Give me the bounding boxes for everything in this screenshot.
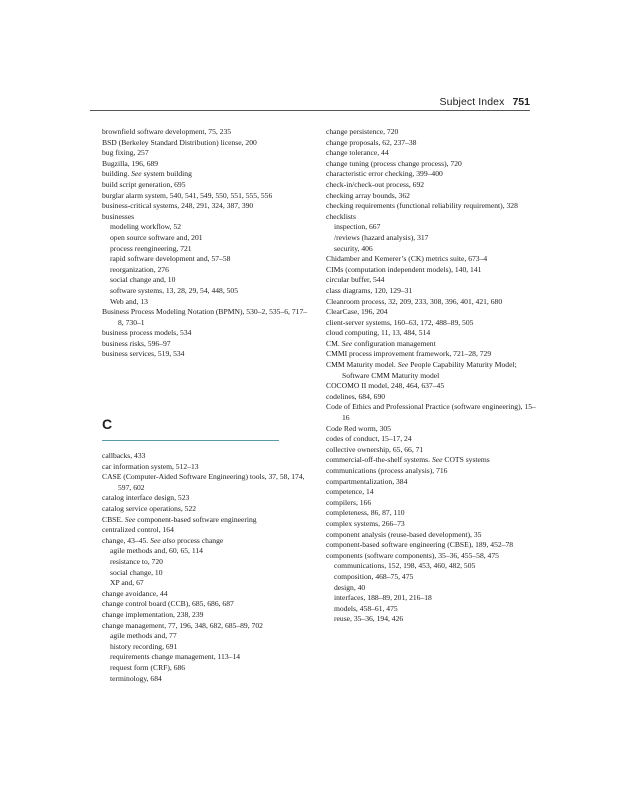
index-subentry: reuse, 35–36, 194, 426 [334,614,404,624]
index-entry: checking array bounds, 362 [326,190,410,200]
index-entry: compartmentalization, 384 [326,476,408,486]
index-entry: CMM Maturity model. See People Capability Maturity Model; Software CMM Maturity model [326,360,517,380]
index-entry: centralized control, 164 [102,525,174,535]
index-entry: business risks, 596–97 [102,338,171,348]
index-entry: circular buffer, 544 [326,275,385,285]
index-entry: business-critical systems, 248, 291, 324, 387, 390 [102,201,254,211]
index-entry: CBSE. See component-based software engineering [102,514,257,524]
index-subentry: agile methods and, 60, 65, 114 [110,546,203,556]
index-list-b [102,127,312,360]
index-entry: Code Red worm, 305 [326,423,391,433]
header-title: Subject Index [439,96,505,108]
index-entry: catalog service operations, 522 [102,504,197,514]
index-entry: completeness, 86, 87, 110 [326,508,405,518]
index-subentry: terminology, 684 [110,673,162,683]
index-entry: change control board (CCB), 685, 686, 687 [102,599,234,609]
index-entry: brownfield software development, 75, 235 [102,127,232,136]
index-entry: characteristic error checking, 399–400 [326,169,443,179]
index-entry: ClearCase, 196, 204 [326,307,388,317]
index-entry: change, 43–45. See also process change [102,535,224,545]
index-entry: COCOMO II model, 248, 464, 637–45 [326,381,445,391]
index-subentry: request form (CRF), 686 [110,662,186,672]
index-subentry: models, 458–61, 475 [334,603,398,613]
index-entry: change avoidance, 44 [102,588,168,598]
index-entry: class diagrams, 120, 129–31 [326,285,413,295]
index-subentry: software systems, 13, 28, 29, 54, 448, 505 [110,285,239,295]
index-entry: Chidamber and Kemerer’s (CK) metrics suite, 673–4 [326,254,488,264]
index-entry: CIMs (computation independent models), 140, 141 [326,264,482,274]
index-entry: checklists [326,211,356,221]
index-entry: change tuning (process change process), 720 [326,158,462,168]
index-entry: change management, 77, 196, 348, 682, 685–89, 702 [102,620,263,630]
index-entry: burglar alarm system, 540, 541, 549, 550, 551, 555, 556 [102,190,273,200]
index-entry: CASE (Computer-Aided Software Engineering) tools, 37, 58, 174, 597, 602 [102,472,305,492]
index-subentry: social change, 10 [110,567,163,577]
index-subentry: requirements change management, 113–14 [110,652,241,662]
index-entry: communications (process analysis), 716 [326,466,448,475]
index-entry: competence, 14 [326,487,374,497]
index-subentry: composition, 468–75, 475 [334,571,414,581]
index-subentry: design, 40 [334,582,366,592]
index-subentry: history recording, 691 [110,641,178,651]
running-header [0,92,530,110]
index-entry: bug fixing, 257 [102,148,149,158]
index-entry: Business Process Modeling Notation (BPMN), 530–2, 535–6, 717–8, 730–1 [102,307,308,327]
index-entry: Code of Ethics and Professional Practice (software engineering), 15–16 [326,402,536,423]
index-entry: check-in/check-out process, 692 [326,179,425,189]
page-number: 751 [512,96,530,108]
index-entry: BSD (Berkeley Standard Distribution) license, 200 [102,137,257,147]
index-subentry: resistance to, 720 [110,557,163,566]
index-entry: change tolerance, 44 [326,148,389,158]
index-entry: compilers, 166 [326,497,372,507]
index-entry: codes of conduct, 15–17, 24 [326,434,412,444]
index-entry: car information system, 512–13 [102,461,199,471]
index-entry: CMMI process improvement framework, 721–28, 729 [326,349,492,359]
index-entry: building. See system building [102,169,192,179]
index-subentry: reorganization, 276 [110,264,169,274]
index-entry: build script generation, 695 [102,179,186,189]
index-subentry: open source software and, 201 [110,232,203,242]
index-entry: checking requirements (functional reliability requirement), 328 [326,201,518,211]
index-entry: change implementation, 238, 239 [102,609,204,619]
index-subentry: /reviews (hazard analysis), 317 [334,232,429,242]
header-rule [90,110,530,111]
index-list-c [102,451,312,684]
index-subentry: communications, 152, 198, 453, 460, 482, 505 [334,561,476,571]
index-entry: callbacks, 433 [102,451,146,461]
index-entry: codelines, 684, 690 [326,391,386,401]
right-column [326,127,536,625]
index-list-right [326,127,536,625]
index-entry: businesses [102,211,135,221]
index-subentry: agile methods and, 77 [110,631,177,641]
index-entry: change persistence, 720 [326,127,399,136]
index-entry: component analysis (reuse-based development), 35 [326,529,482,539]
index-entry: CM. See configuration management [326,338,436,348]
index-subentry: Web and, 13 [110,296,148,306]
section-letter: C [102,416,113,433]
index-entry: business services, 519, 534 [102,349,185,359]
section-rule [102,440,279,441]
index-subentry: social change and, 10 [110,275,176,285]
index-entry: cloud computing, 11, 13, 484, 514 [326,328,431,338]
index-subentry: security, 406 [334,243,373,253]
index-entry: Bugzilla, 196, 689 [102,158,159,168]
index-subentry: process reengineering, 721 [110,243,192,253]
index-entry: collective ownership, 65, 66, 71 [326,444,424,454]
left-column [102,127,312,684]
index-subentry: rapid software development and, 57–58 [110,254,231,264]
index-entry: business process models, 534 [102,328,192,338]
index-entry: component-based software engineering (CBSE), 189, 452–78 [326,540,514,550]
index-entry: components (software components), 35–36, 455–58, 475 [326,550,499,560]
index-entry: Cleanroom process, 32, 209, 233, 308, 396, 401, 421, 680 [326,296,503,306]
index-entry: catalog interface design, 523 [102,493,190,503]
index-entry: complex systems, 266–73 [326,518,405,528]
section-gap [102,360,312,410]
index-entry: change proposals, 62, 237–38 [326,137,417,147]
index-subentry: inspection, 667 [334,222,381,232]
index-subentry: XP and, 67 [110,578,144,588]
index-entry: client-server systems, 160–63, 172, 488–89, 505 [326,317,474,327]
index-subentry: modeling workflow, 52 [110,222,182,232]
index-entry: commercial-off-the-shelf systems. See COTS systems [326,455,490,465]
index-subentry: interfaces, 188–89, 201, 216–18 [334,593,432,603]
